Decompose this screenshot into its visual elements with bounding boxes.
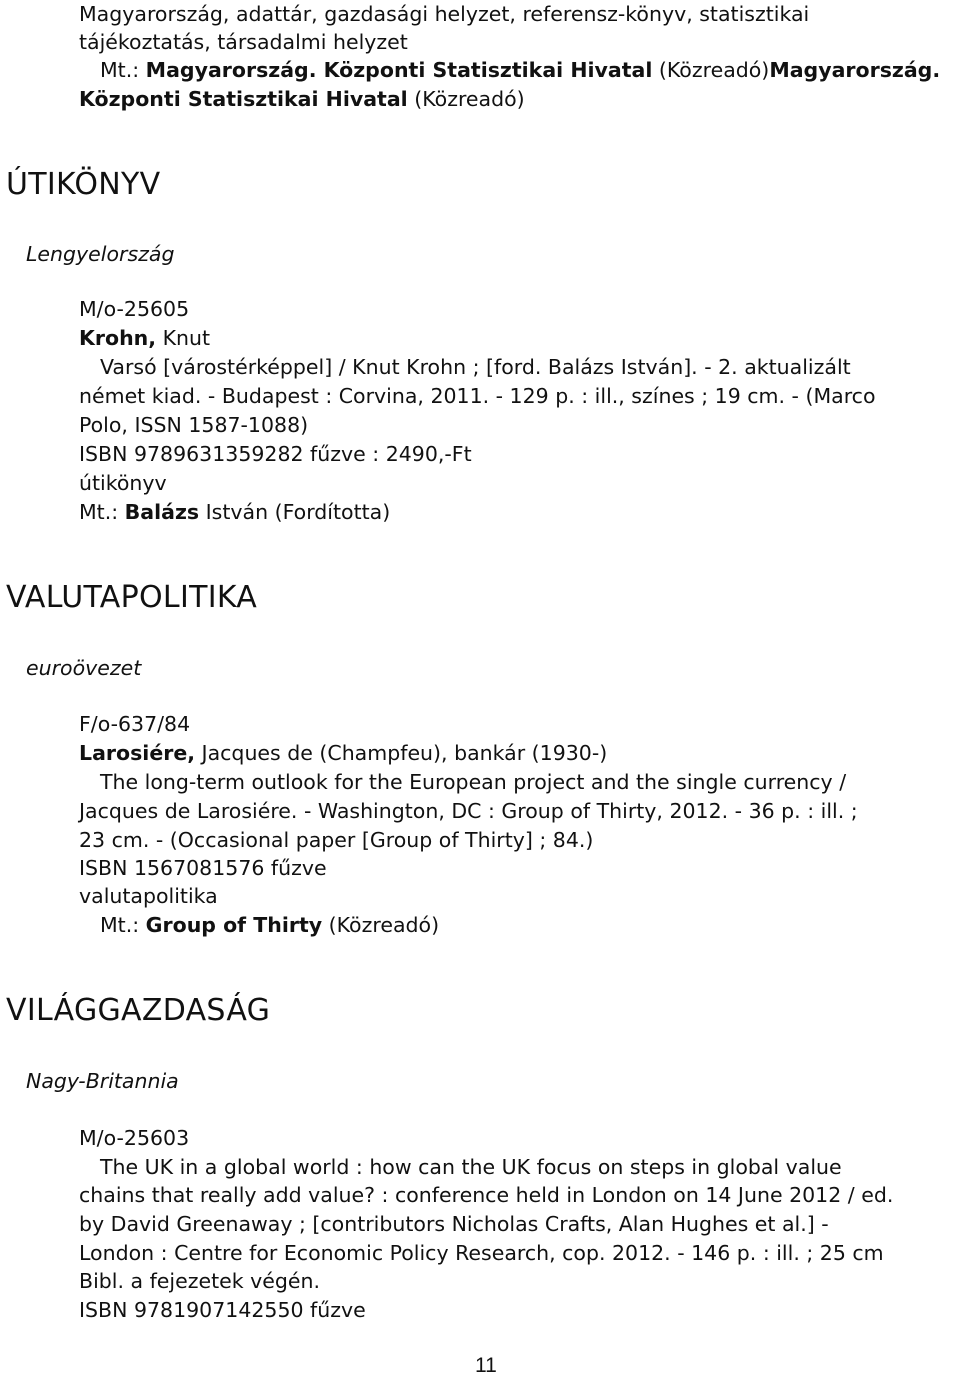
call-number: M/o-25603: [79, 1126, 190, 1150]
section-title: VILÁGGAZDASÁG: [6, 993, 271, 1028]
author-line: Larosiére, Jacques de (Champfeu), bankár (1930-): [79, 741, 608, 765]
subjects-line: Magyarország, adattár, gazdasági helyzet, referensz-könyv, statisztikai: [79, 2, 810, 26]
author-line: Krohn, Knut: [79, 326, 211, 350]
description-line: Varsó [várostérképpel] / Knut Krohn ; [ford. Balázs István]. - 2. aktualizált: [100, 355, 851, 379]
call-number: M/o-25605: [79, 297, 190, 321]
isbn-line: ISBN 9789631359282 fűzve : 2490,-Ft: [79, 442, 472, 466]
notes-line: Bibl. a fejezetek végén.: [79, 1269, 321, 1293]
page-number: 11: [475, 1354, 497, 1377]
description-line: Polo, ISSN 1587-1088): [79, 413, 309, 437]
section-title: ÚTIKÖNYV: [6, 167, 161, 202]
contributor-line: Mt.: Balázs István (Fordította): [79, 500, 391, 524]
section-subheading: Nagy-Britannia: [26, 1069, 179, 1093]
subject-line: útikönyv: [79, 471, 167, 495]
description-line: 23 cm. - (Occasional paper [Group of Thirty] ; 84.): [79, 828, 594, 852]
call-number: F/o-637/84: [79, 712, 191, 736]
contributor-line: Központi Statisztikai Hivatal (Közreadó): [79, 87, 525, 111]
contributor-line: Mt.: Group of Thirty (Közreadó): [100, 913, 440, 937]
description-line: London : Centre for Economic Policy Research, cop. 2012. - 146 p. : ill. ; 25 cm: [79, 1241, 884, 1265]
subject-line: valutapolitika: [79, 884, 218, 908]
description-line: Jacques de Larosiére. - Washington, DC : Group of Thirty, 2012. - 36 p. : ill. ;: [79, 799, 858, 823]
subjects-line: tájékoztatás, társadalmi helyzet: [79, 30, 408, 54]
isbn-line: ISBN 9781907142550 fűzve: [79, 1298, 366, 1322]
description-line: The long-term outlook for the European project and the single currency /: [100, 770, 847, 794]
section-subheading: euroövezet: [26, 656, 142, 680]
contributor-line: Mt.: Magyarország. Központi Statisztikai Hivatal (Közreadó)Magyarország.: [100, 58, 941, 82]
section-subheading: Lengyelország: [26, 242, 175, 266]
isbn-line: ISBN 1567081576 fűzve: [79, 856, 327, 880]
description-line: by David Greenaway ; [contributors Nicholas Crafts, Alan Hughes et al.] -: [79, 1212, 829, 1236]
section-title: VALUTAPOLITIKA: [6, 580, 258, 615]
description-line: The UK in a global world : how can the UK focus on steps in global value: [100, 1155, 842, 1179]
description-line: német kiad. - Budapest : Corvina, 2011. - 129 p. : ill., színes ; 19 cm. - (Marco: [79, 384, 876, 408]
description-line: chains that really add value? : conference held in London on 14 June 2012 / ed.: [79, 1183, 894, 1207]
